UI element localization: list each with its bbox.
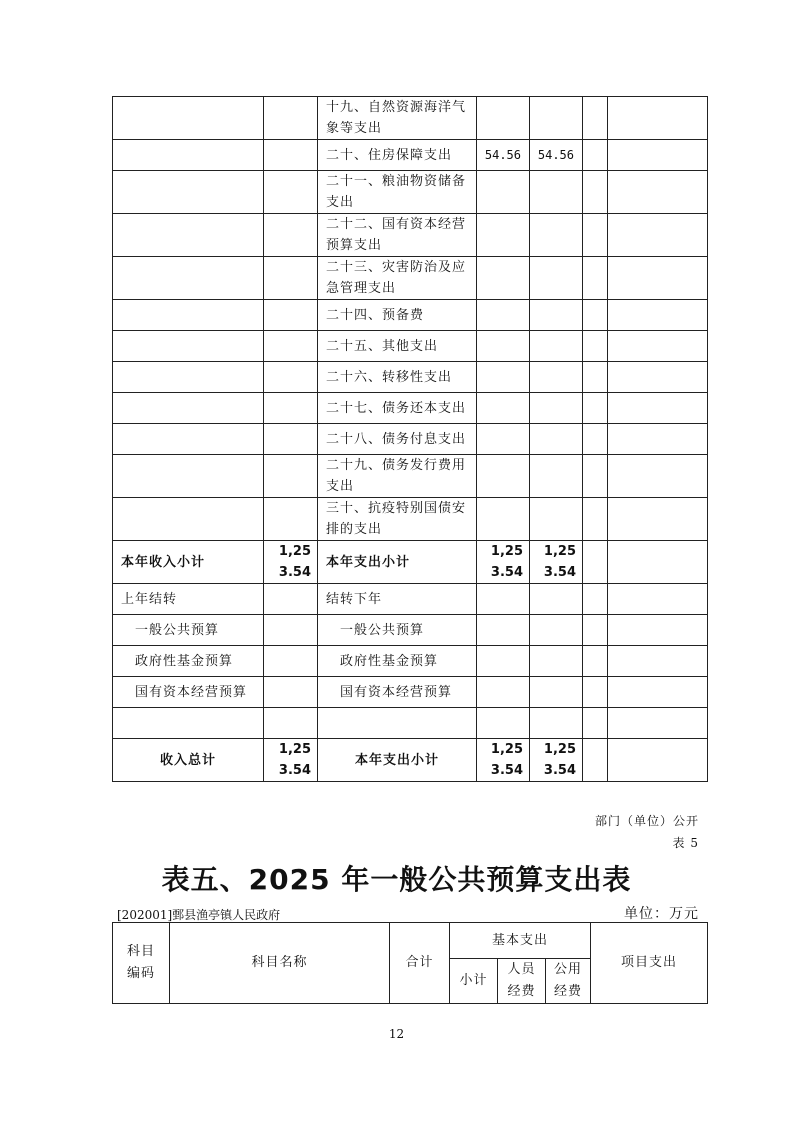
expense-amount2-cell	[530, 171, 583, 214]
expense-amount2-cell	[530, 455, 583, 498]
total-expense-label: 本年支出小计	[318, 739, 477, 782]
blank-cell	[608, 97, 708, 140]
income-label-cell	[113, 300, 264, 331]
blank-cell	[583, 677, 608, 708]
blank-cell	[477, 584, 530, 615]
table-row	[113, 677, 708, 708]
table-row	[113, 214, 708, 257]
blank-cell	[608, 393, 708, 424]
blank-cell	[608, 171, 708, 214]
expense-amount-cell	[477, 393, 530, 424]
expense-name-cell: 二十二、国有资本经营预算支出	[318, 214, 477, 257]
expense-amount2-cell	[530, 498, 583, 541]
table-row	[113, 646, 708, 677]
blank-cell	[583, 214, 608, 257]
table-row	[113, 541, 708, 584]
blank-cell	[583, 393, 608, 424]
blank-cell	[608, 615, 708, 646]
total-income-label: 收入总计	[113, 739, 264, 782]
income-amount-cell	[264, 362, 318, 393]
expense-amount-cell	[477, 97, 530, 140]
expense-amount2-cell	[530, 393, 583, 424]
blank-cell	[608, 739, 708, 782]
blank-cell	[583, 257, 608, 300]
expense-amount-cell	[477, 257, 530, 300]
blank-cell	[608, 498, 708, 541]
header-code: 科目编码	[113, 923, 170, 1004]
carry-income-item: 政府性基金预算	[113, 646, 264, 677]
table-row	[113, 455, 708, 498]
expense-name-cell: 二十九、债务发行费用支出	[318, 455, 477, 498]
carry-expense-label: 结转下年	[318, 584, 477, 615]
income-label-cell	[113, 362, 264, 393]
subtotal-expense-value: 1,253.54	[477, 541, 530, 584]
expense-name-cell: 二十四、预备费	[318, 300, 477, 331]
blank-cell	[608, 300, 708, 331]
income-label-cell	[113, 97, 264, 140]
income-label-cell	[113, 498, 264, 541]
blank-cell	[583, 97, 608, 140]
table-row	[113, 257, 708, 300]
income-amount-cell	[264, 393, 318, 424]
blank-cell	[583, 331, 608, 362]
carry-expense-item: 国有资本经营预算	[318, 677, 477, 708]
expense-amount2-cell	[530, 300, 583, 331]
table-number: 表 5	[672, 836, 699, 850]
income-amount-cell	[264, 424, 318, 455]
blank-cell	[583, 171, 608, 214]
blank-cell	[583, 584, 608, 615]
income-amount-cell	[264, 498, 318, 541]
blank-cell	[608, 541, 708, 584]
header-basic: 基本支出	[450, 923, 591, 959]
expense-name-cell: 二十三、灾害防治及应急管理支出	[318, 257, 477, 300]
income-amount-cell	[264, 455, 318, 498]
expense-amount2-cell: 54.56	[530, 140, 583, 171]
blank-cell	[530, 584, 583, 615]
subtotal-income-value: 1,253.54	[264, 541, 318, 584]
income-amount-cell	[264, 214, 318, 257]
table-row	[113, 362, 708, 393]
expense-amount-cell	[477, 300, 530, 331]
table-row	[113, 584, 708, 615]
income-label-cell	[113, 257, 264, 300]
table-row	[113, 739, 708, 782]
expense-amount-cell	[477, 171, 530, 214]
blank-cell	[477, 646, 530, 677]
subtotal-expense-label: 本年支出小计	[318, 541, 477, 584]
expense-name-cell: 三十、抗疫特别国债安排的支出	[318, 498, 477, 541]
income-label-cell	[113, 424, 264, 455]
expense-amount2-cell	[530, 257, 583, 300]
blank-cell	[477, 677, 530, 708]
header-public: 公用经费	[546, 959, 591, 1004]
expense-amount2-cell	[530, 424, 583, 455]
expense-amount-cell	[477, 498, 530, 541]
expense-amount-cell	[477, 424, 530, 455]
blank-cell	[530, 615, 583, 646]
page-title: 表五、2025 年一般公共预算支出表	[161, 863, 632, 896]
blank-cell	[113, 708, 264, 739]
blank-cell	[608, 362, 708, 393]
blank-cell	[264, 646, 318, 677]
table-row	[113, 615, 708, 646]
blank-cell	[608, 424, 708, 455]
header-project: 项目支出	[591, 923, 708, 1004]
income-label-cell	[113, 171, 264, 214]
income-amount-cell	[264, 171, 318, 214]
header-name: 科目名称	[170, 923, 390, 1004]
carry-expense-item: 一般公共预算	[318, 615, 477, 646]
expense-amount-cell	[477, 362, 530, 393]
blank-cell	[530, 708, 583, 739]
header-personnel: 人员经费	[498, 959, 546, 1004]
blank-cell	[583, 646, 608, 677]
income-expense-table	[112, 96, 708, 782]
header-total: 合计	[390, 923, 450, 1004]
blank-cell	[264, 677, 318, 708]
income-label-cell	[113, 140, 264, 171]
blank-cell	[608, 708, 708, 739]
blank-cell	[608, 584, 708, 615]
blank-cell	[583, 300, 608, 331]
expense-name-cell: 二十八、债务付息支出	[318, 424, 477, 455]
expense-amount-cell	[477, 214, 530, 257]
expense-name-cell: 二十、住房保障支出	[318, 140, 477, 171]
income-amount-cell	[264, 97, 318, 140]
total-income-value: 1,253.54	[264, 739, 318, 782]
expense-name-cell: 二十七、债务还本支出	[318, 393, 477, 424]
income-label-cell	[113, 455, 264, 498]
page-number: 12	[388, 1027, 405, 1041]
blank-cell	[583, 362, 608, 393]
blank-cell	[583, 498, 608, 541]
header-subtotal: 小计	[450, 959, 498, 1004]
blank-cell	[264, 584, 318, 615]
expense-name-cell: 十九、自然资源海洋气象等支出	[318, 97, 477, 140]
blank-cell	[608, 455, 708, 498]
subtotal-expense-value2: 1,253.54	[530, 541, 583, 584]
dept-label: 部门（单位）公开	[594, 814, 699, 828]
subtotal-income-label: 本年收入小计	[113, 541, 264, 584]
blank-cell	[608, 646, 708, 677]
blank-cell	[608, 214, 708, 257]
blank-cell	[530, 646, 583, 677]
blank-cell	[608, 677, 708, 708]
expense-amount2-cell	[530, 331, 583, 362]
expense-name-cell: 二十六、转移性支出	[318, 362, 477, 393]
income-label-cell	[113, 393, 264, 424]
carry-expense-item: 政府性基金预算	[318, 646, 477, 677]
table-row	[113, 393, 708, 424]
expense-amount2-cell	[530, 97, 583, 140]
table-row	[113, 331, 708, 362]
table-row	[113, 424, 708, 455]
blank-cell	[583, 140, 608, 171]
total-expense-value: 1,253.54	[477, 739, 530, 782]
carry-income-item: 一般公共预算	[113, 615, 264, 646]
blank-cell	[264, 708, 318, 739]
carry-income-item: 国有资本经营预算	[113, 677, 264, 708]
table-row	[113, 140, 708, 171]
table-row	[113, 97, 708, 140]
blank-cell	[583, 708, 608, 739]
blank-cell	[264, 615, 318, 646]
blank-cell	[530, 677, 583, 708]
income-amount-cell	[264, 257, 318, 300]
expense-name-cell: 二十一、粮油物资储备支出	[318, 171, 477, 214]
blank-cell	[583, 455, 608, 498]
income-amount-cell	[264, 331, 318, 362]
expense-amount-cell	[477, 331, 530, 362]
general-budget-expense-table	[112, 922, 708, 1004]
blank-cell	[583, 615, 608, 646]
income-label-cell	[113, 214, 264, 257]
blank-cell	[477, 708, 530, 739]
income-amount-cell	[264, 300, 318, 331]
expense-amount2-cell	[530, 362, 583, 393]
table-row	[113, 708, 708, 739]
blank-cell	[318, 708, 477, 739]
table-row	[113, 498, 708, 541]
expense-name-cell: 二十五、其他支出	[318, 331, 477, 362]
expense-amount-cell: 54.56	[477, 140, 530, 171]
income-amount-cell	[264, 140, 318, 171]
org-name: [202001]鄄县渔亭镇人民政府	[117, 908, 281, 922]
blank-cell	[583, 739, 608, 782]
table-row	[113, 300, 708, 331]
expense-amount2-cell	[530, 214, 583, 257]
expense-amount-cell	[477, 455, 530, 498]
carry-income-label: 上年结转	[113, 584, 264, 615]
unit-label: 单位：万元	[624, 906, 699, 922]
blank-cell	[583, 541, 608, 584]
blank-cell	[608, 331, 708, 362]
table-row	[113, 171, 708, 214]
blank-cell	[583, 424, 608, 455]
blank-cell	[477, 615, 530, 646]
total-expense-value2: 1,253.54	[530, 739, 583, 782]
blank-cell	[608, 257, 708, 300]
blank-cell	[608, 140, 708, 171]
income-label-cell	[113, 331, 264, 362]
